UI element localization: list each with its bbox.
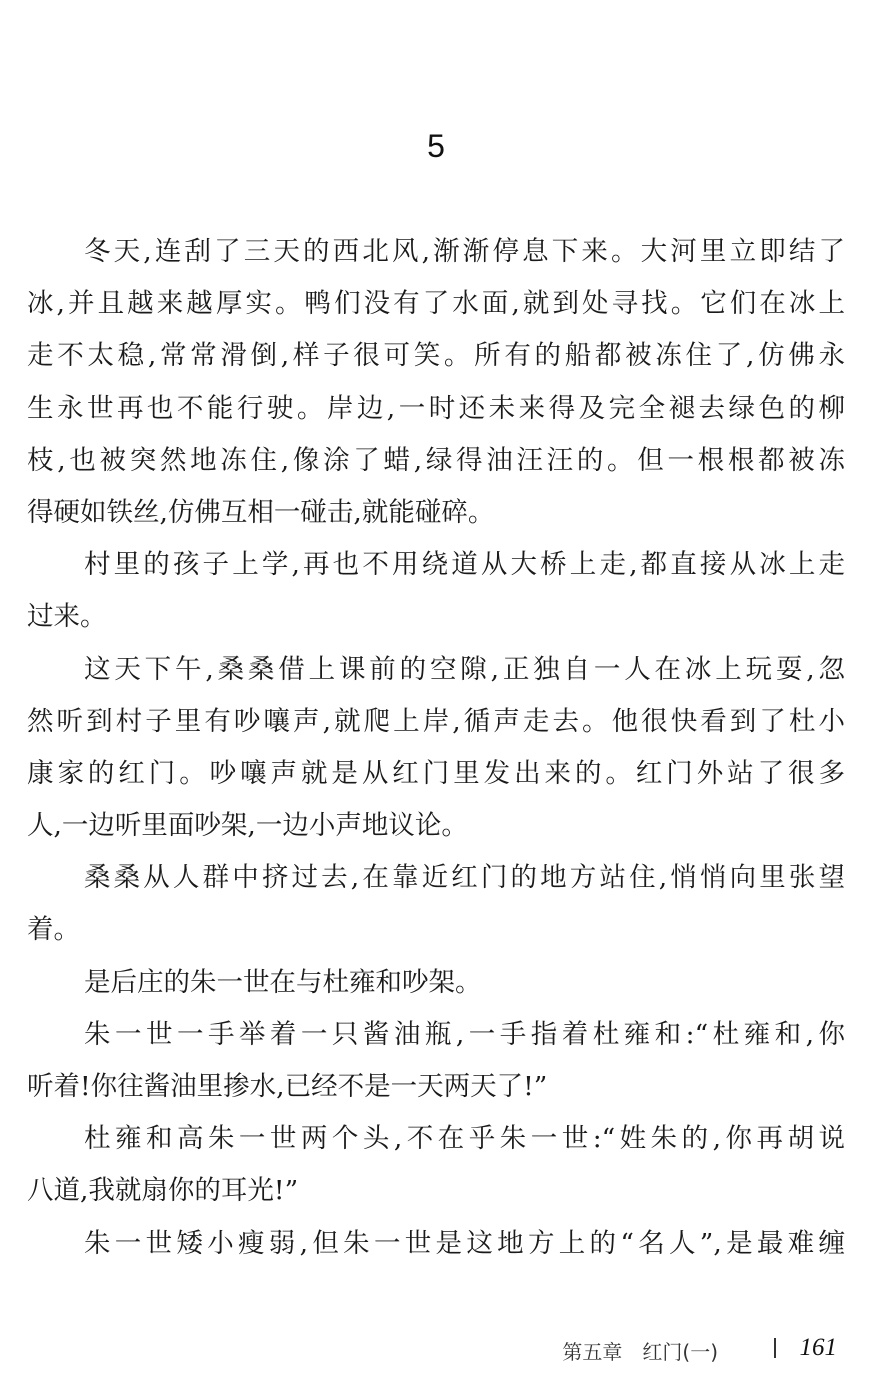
text-line: 冬天,连刮了三天的西北风,渐渐停息下来。大河里立即结了 bbox=[84, 236, 845, 267]
text-line: 是后庄的朱一世在与杜雍和吵架。 bbox=[84, 966, 482, 998]
text-line: 生永世再也不能行驶。岸边,一时还未来得及完全褪去绿色的柳 bbox=[27, 392, 845, 424]
text-line: 听着!你往酱油里掺水,已经不是一天两天了!” bbox=[27, 1071, 548, 1102]
section-number: 5 bbox=[427, 128, 445, 164]
text-line: 朱一世矮小瘦弱,但朱一世是这地方上的“名人”,是最难缠 bbox=[84, 1227, 845, 1259]
text-line: 走不太稳,常常滑倒,样子很可笑。所有的船都被冻住了,仿佛永 bbox=[27, 340, 845, 372]
text-line: 朱一世一手举着一只酱油瓶,一手指着杜雍和:“杜雍和,你 bbox=[84, 1018, 845, 1050]
running-header-chapter-title: 第五章 红门(一) bbox=[562, 1340, 718, 1364]
text-line: 然听到村子里有吵嚷声,就爬上岸,循声走去。他很快看到了杜小 bbox=[27, 705, 845, 737]
text-line: 康家的红门。吵嚷声就是从红门里发出来的。红门外站了很多 bbox=[27, 757, 845, 789]
text-line: 冰,并且越来越厚实。鸭们没有了水面,就到处寻找。它们在冰上 bbox=[27, 288, 845, 320]
body-text bbox=[27, 226, 845, 1270]
footer-separator bbox=[774, 1338, 776, 1358]
text-line: 这天下午,桑桑借上课前的空隙,正独自一人在冰上玩耍,忽 bbox=[84, 653, 845, 685]
page-number: 161 bbox=[799, 1334, 837, 1361]
text-line: 杜雍和高朱一世两个头,不在乎朱一世:“姓朱的,你再胡说 bbox=[84, 1123, 845, 1155]
page-footer bbox=[0, 1334, 840, 1368]
text-line: 过来。 bbox=[27, 601, 107, 633]
text-line: 着。 bbox=[27, 914, 80, 946]
text-line: 八道,我就扇你的耳光!” bbox=[27, 1175, 299, 1207]
text-line: 人,一边听里面吵架,一边小声地议论。 bbox=[27, 810, 468, 842]
text-line: 村里的孩子上学,再也不用绕道从大桥上走,都直接从冰上走 bbox=[84, 549, 845, 581]
text-line: 桑桑从人群中挤过去,在靠近红门的地方站住,悄悄向里张望 bbox=[84, 862, 845, 894]
text-line: 枝,也被突然地冻住,像涂了蜡,绿得油汪汪的。但一根根都被冻 bbox=[27, 444, 845, 476]
text-line: 得硬如铁丝,仿佛互相一碰击,就能碰碎。 bbox=[27, 496, 495, 528]
